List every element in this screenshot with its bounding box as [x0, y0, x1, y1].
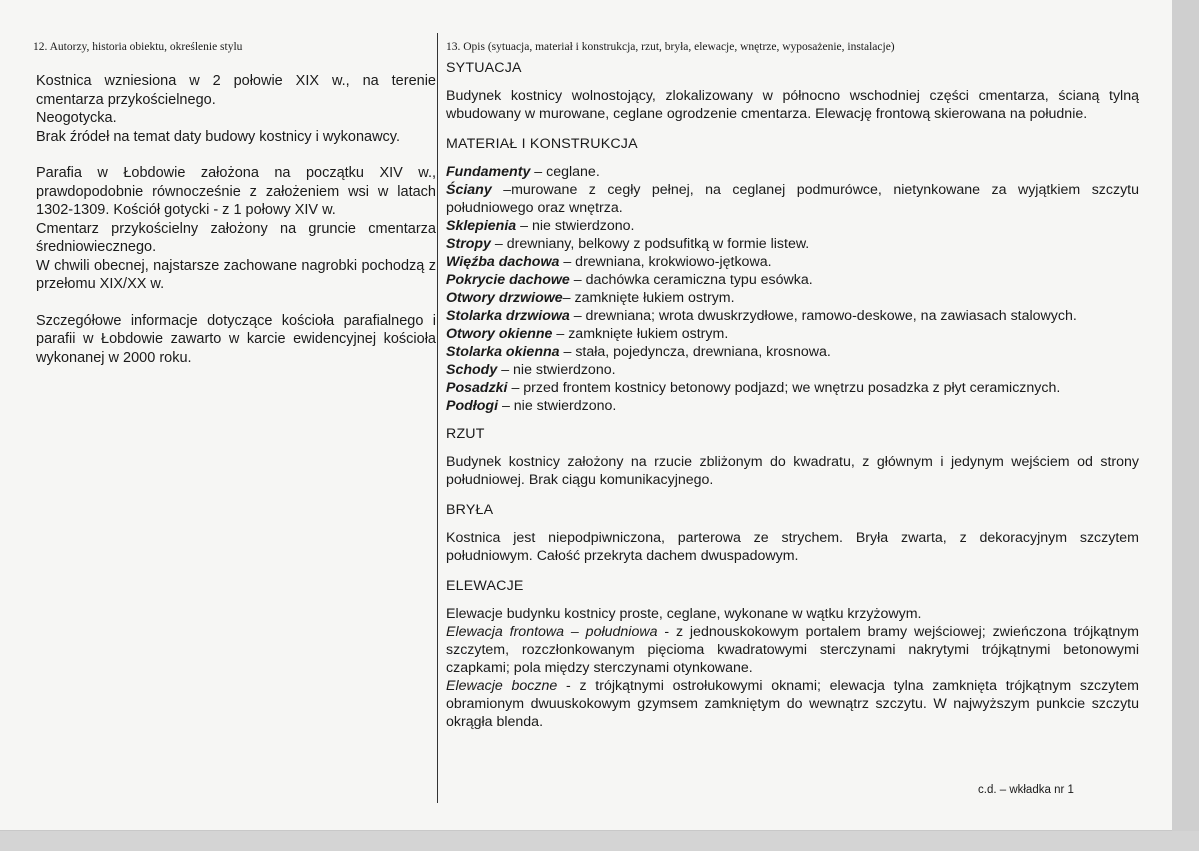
- elewacje-section: [446, 577, 1139, 731]
- section-13-header: 13. Opis (sytuacja, materiał i konstrukcja, rzut, bryła, elewacje, wnętrze, wyposażenie, instalacje): [446, 41, 895, 53]
- list-item: Podłogi – nie stwierdzono.: [446, 398, 617, 414]
- list-item: Sklepienia – nie stwierdzono.: [446, 218, 635, 234]
- section-text: Kostnica jest niepodpiwniczona, parterowa ze strychem. Bryła zwarta, z dekoracyjnym szczytem południowym. Całość przekryta dachem dwuspadowym.: [446, 530, 1139, 564]
- section-12-column: [28, 33, 437, 367]
- material-section: [446, 135, 1139, 415]
- section-title: BRYŁA: [446, 502, 494, 518]
- section-title: MATERIAŁ I KONSTRUKCJA: [446, 136, 638, 152]
- history-paragraph: Szczegółowe informacje dotyczące kościoła parafialnego i parafii w Łobdowie zawarto w karcie ewidencyjnej kościoła wykonanej w 2000 roku.: [36, 312, 436, 366]
- bryla-section: [446, 501, 1139, 565]
- list-item: Stropy – drewniany, belkowy z podsufitką w formie listew.: [446, 236, 810, 252]
- list-item: Więźba dachowa – drewniana, krokwiowo-jętkowa.: [446, 254, 772, 270]
- section-text: Budynek kostnicy wolnostojący, zlokalizowany w północno wschodniej części cmentarza, ścianą tylną wbudowany w murowane, ceglane ogrodzenie cmentarza. Elewację frontową skierowana na południe.: [446, 88, 1139, 122]
- material-list: [446, 163, 1139, 415]
- history-paragraph: W chwili obecnej, najstarsze zachowane nagrobki pochodzą z przełomu XIX/XX w.: [36, 257, 436, 292]
- section-12-header: 12. Autorzy, historia obiektu, określenie stylu: [33, 41, 243, 53]
- section-12-body: [36, 72, 436, 367]
- section-13-body: [446, 59, 1139, 731]
- section-title: ELEWACJE: [446, 578, 524, 594]
- scan-edge: [1172, 0, 1199, 851]
- list-item: Ściany –murowane z cegły pełnej, na ceglanej podmurówce, nietynkowane za wyjątkiem szczytu południowego oraz wnętrza.: [446, 182, 1139, 216]
- column-divider: [437, 33, 438, 803]
- history-paragraph: Parafia w Łobdowie założona na początku XIV w., prawdopodobnie równocześnie z założeniem wsi w latach 1302-1309. Kościół gotycki - z 1 połowy XIV w.: [36, 165, 436, 218]
- elewacje-intro: Elewacje budynku kostnicy proste, ceglane, wykonane w wątku krzyżowym.: [446, 606, 922, 622]
- section-title: SYTUACJA: [446, 60, 522, 76]
- list-item: Posadzki – przed frontem kostnicy betonowy podjazd; we wnętrzu posadzka z płyt ceramicznych.: [446, 380, 1061, 396]
- list-item: Stolarka drzwiowa – drewniana; wrota dwuskrzydłowe, ramowo-deskowe, na zawiasach stalowych.: [446, 308, 1077, 324]
- history-paragraph: Kostnica wzniesiona w 2 połowie XIX w., na terenie cmentarza przykościelnego.: [36, 73, 436, 108]
- elewacje-boczne: Elewacje boczne - z trójkątnymi ostrołukowymi oknami; elewacja tylna zamknięta trójkątnym szczytem obramionym dwuuskokowym gzymsem zamkniętym do wewnątrz szczytu. W najwyższym punkcie szczytu okrągła blenda.: [446, 678, 1139, 730]
- list-item: Otwory okienne – zamknięte łukiem ostrym.: [446, 326, 729, 342]
- history-paragraph: Brak źródeł na temat daty budowy kostnicy i wykonawcy.: [36, 128, 401, 145]
- form-frame: [28, 33, 1145, 808]
- list-item: Otwory drzwiowe– zamknięte łukiem ostrym.: [446, 290, 735, 306]
- list-item: Stolarka okienna – stała, pojedyncza, drewniana, krosnowa.: [446, 344, 831, 360]
- rzut-section: [446, 425, 1139, 489]
- history-paragraph: Neogotycka.: [36, 110, 117, 126]
- list-item: Fundamenty – ceglane.: [446, 164, 600, 180]
- elewacja-frontowa: Elewacja frontowa – południowa - z jednouskokowym portalem bramy wejściowej; zwieńczona trójkątnym szczytem, rozczłonkowanym pięcioma kwadratowymi sterczynami nakrytymi trójkątnymi betonowymi czapkami; pola między sterczynami otynkowane.: [446, 624, 1140, 676]
- section-13-column: [442, 33, 1144, 741]
- elewacje-text: [446, 605, 1139, 731]
- list-item: Pokrycie dachowe – dachówka ceramiczna typu esówka.: [446, 272, 813, 288]
- continuation-note: c.d. – wkładka nr 1: [978, 784, 1074, 796]
- sytuacja-section: [446, 59, 1139, 123]
- scan-bottom-edge: [0, 831, 1199, 851]
- list-item: Schody – nie stwierdzono.: [446, 362, 616, 378]
- history-paragraph: Cmentarz przykościelny założony na gruncie cmentarza średniowiecznego.: [36, 220, 436, 255]
- section-text: Budynek kostnicy założony na rzucie zbliżonym do kwadratu, z głównym i jedynym wejściem od strony południowej. Brak ciągu komunikacyjnego.: [446, 454, 1139, 488]
- section-title: RZUT: [446, 426, 485, 442]
